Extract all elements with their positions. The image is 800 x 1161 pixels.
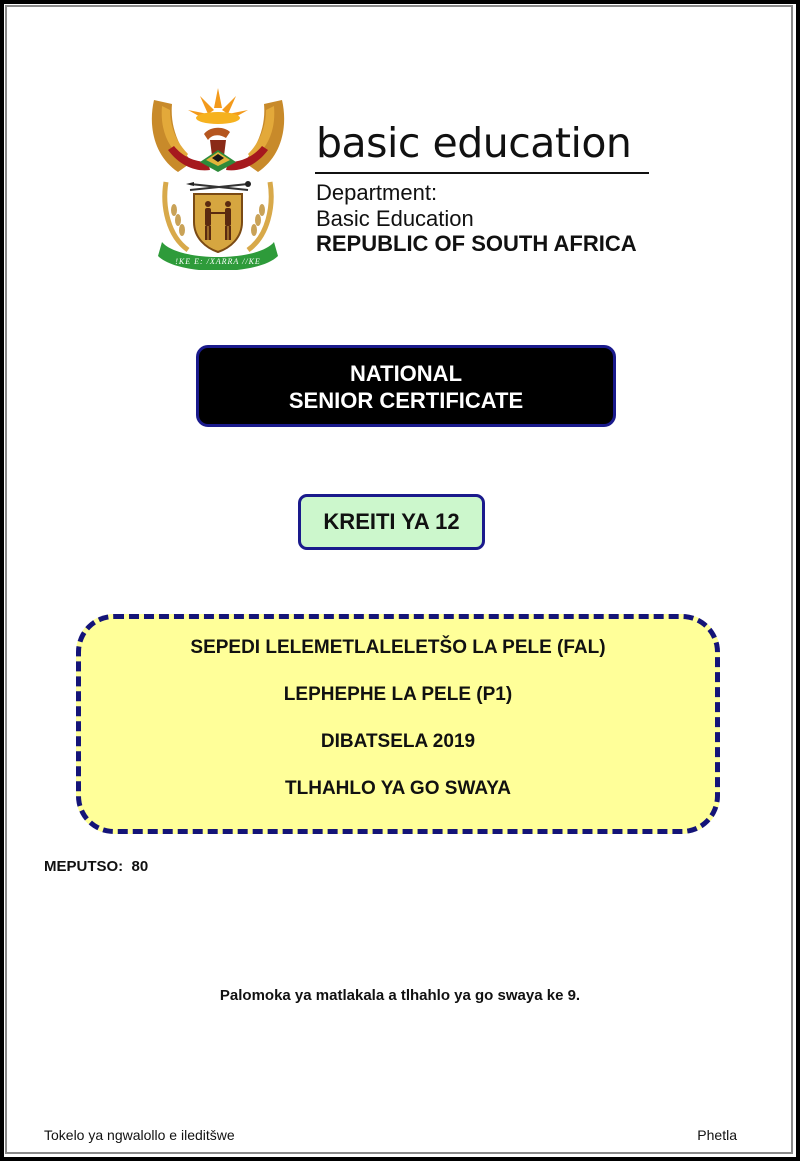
subject-panel <box>76 614 720 834</box>
document-type: TLHAHLO YA GO SWAYA <box>285 778 511 799</box>
page-count-note: Palomoka ya matlakala a tlhahlo ya go swaya ke 9. <box>219 987 581 1004</box>
total-marks: MEPUTSO: 80 <box>44 858 149 875</box>
brand-title: basic education <box>316 119 632 167</box>
subject-title: SEPEDI LELEMETLALELETŠO LA PELE (FAL) <box>190 637 606 658</box>
copyright-notice: Tokelo ya ngwalollo e ileditšwe <box>44 1127 235 1143</box>
certificate-line-1: NATIONAL <box>349 361 463 386</box>
certificate-line-2: SENIOR CERTIFICATE <box>288 388 524 413</box>
paper-number: LEPHEPHE LA PELE (P1) <box>283 684 513 705</box>
turn-over-label: Phetla <box>697 1127 737 1143</box>
department-label: Department: <box>316 180 438 205</box>
svg-text:!KE E: /XARRA //KE: !KE E: /XARRA //KE <box>175 257 261 266</box>
department-brand <box>316 118 637 256</box>
coat-of-arms-icon <box>148 86 288 270</box>
certificate-banner <box>196 345 616 427</box>
brand-divider <box>315 172 649 174</box>
exam-session: DIBATSELA 2019 <box>320 731 476 752</box>
country-name: REPUBLIC OF SOUTH AFRICA <box>316 231 637 256</box>
page-border-inner <box>5 5 793 1154</box>
department-name: Basic Education <box>316 206 474 231</box>
grade-badge: KREITI YA 12 <box>298 494 485 550</box>
